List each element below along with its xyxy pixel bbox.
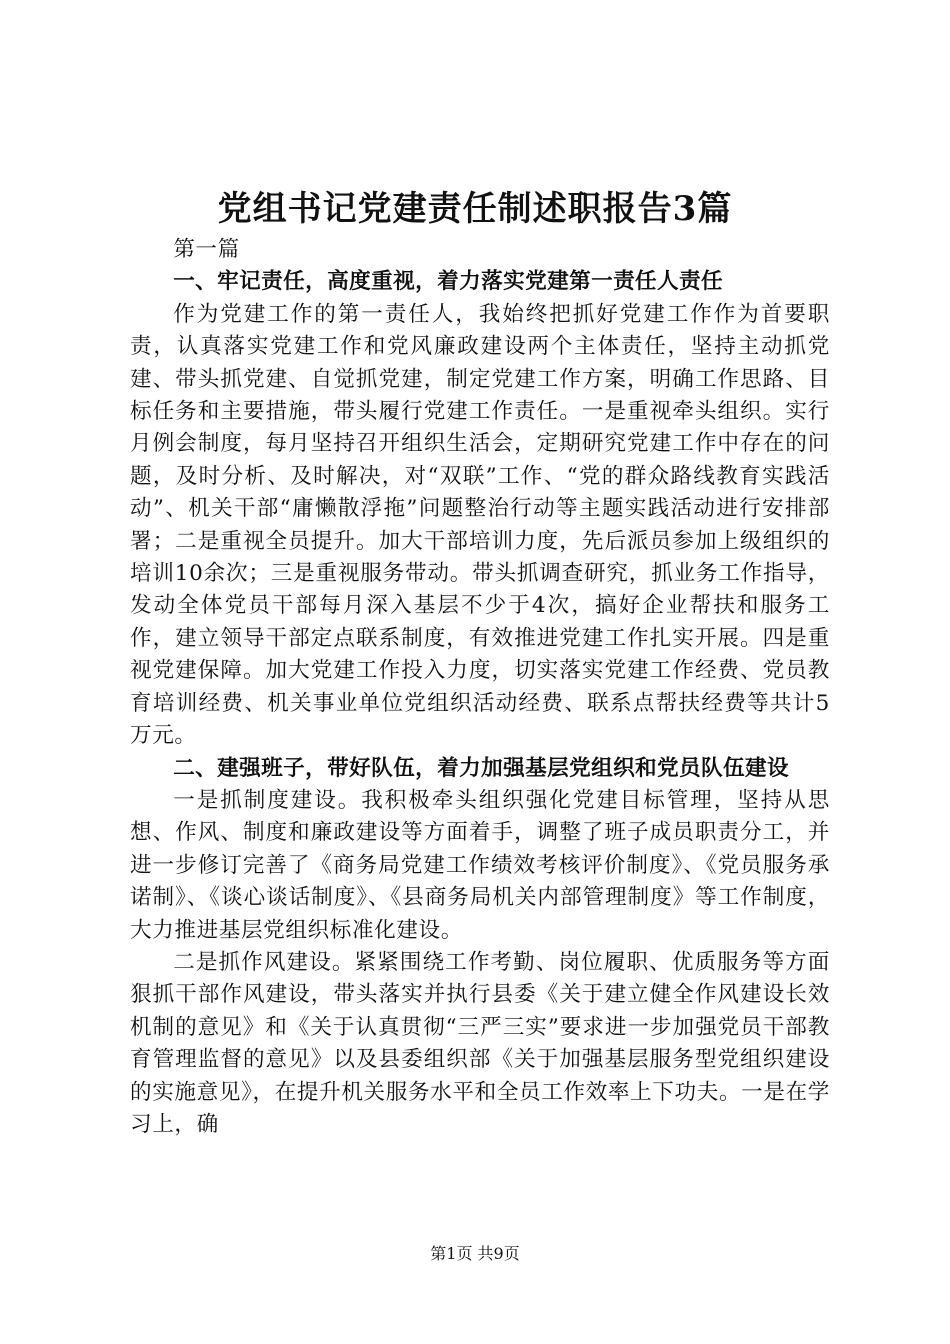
section-2-paragraph-2: 二是抓作风建设。紧紧围绕工作考勤、岗位履职、优质服务等方面狠抓干部作风建设，带头落实并执行县委《关于建立健全作风建设长效机制的意见》和《关于认真贯彻“三严三实”要求进一步加强党员干部教育管理监督的意见》以及县委组织部《关于加强基层服务型党组织建设的实施意见》，在提升机关服务水平和全员工作效率上下功夫。一是在学习上，确	[130, 949, 830, 1137]
section-1-paragraph: 作为党建工作的第一责任人，我始终把抓好党建工作作为首要职责，认真落实党建工作和党风廉政建设两个主体责任，坚持主动抓党建、带头抓党建、自觉抓党建，制定党建工作方案，明确工作思路、目标任务和主要措施，带头履行党建工作责任。一是重视牵头组织。实行月例会制度，每月坚持召开组织生活会，定期研究党建工作中存在的问题，及时分析、及时解决，对“双联”工作、“党的群众路线教育实践活动”、机关干部“庸懒散浮拖”问题整治行动等主题实践活动进行安排部署；二是重视全员提升。加大干部培训力度，先后派员参加上级组织的培训10余次；三是重视服务带动。带头抓调查研究，抓业务工作指导，发动全体党员干部每月深入基层不少于4次，搞好企业帮扶和服务工作，建立领导干部定点联系制度，有效推进党建工作扎实开展。四是重视党建保障。加大党建工作投入力度，切实落实党建工作经费、党员教育培训经费、机关事业单位党组织活动经费、联系点帮扶经费等共计5万元。	[130, 301, 830, 749]
section-2-paragraph-1: 一是抓制度建设。我积极牵头组织强化党建目标管理，坚持从思想、作风、制度和廉政建设等方面着手，调整了班子成员职责分工，并进一步修订完善了《商务局党建工作绩效考核评价制度》、《党员服务承诺制》、《谈心谈话制度》、《县商务局机关内部管理制度》等工作制度，大力推进基层党组织标准化建设。	[130, 787, 830, 943]
part-label: 第一篇	[173, 237, 240, 262]
page-number-footer: 第1页 共9页	[430, 1244, 520, 1263]
section-heading-1: 一、牢记责任，高度重视，着力落实党建第一责任人责任	[173, 269, 724, 295]
document-body	[130, 234, 830, 1141]
section-heading-2: 二、建强班子，带好队伍，着力加强基层党组织和党员队伍建设	[173, 755, 790, 781]
document-title: 党组书记党建责任制述职报告3篇	[217, 189, 733, 229]
